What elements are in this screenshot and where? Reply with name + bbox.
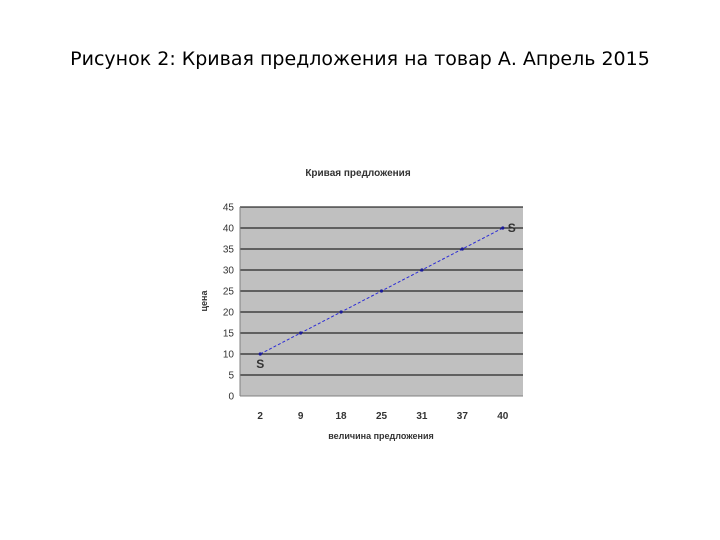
x-tick-label: 18 [335,411,347,422]
supply-curve-chart [180,150,550,450]
data-point [299,331,302,334]
x-tick-labels [257,411,508,422]
y-tick-label: 20 [222,307,234,319]
x-tick-label: 37 [456,411,468,422]
y-tick-label: 25 [222,286,234,298]
y-tick-label: 45 [222,202,234,214]
chart-container [180,150,550,450]
data-point [380,289,383,292]
chart-title: Кривая предложения [305,168,411,179]
y-tick-label: 40 [222,223,234,235]
y-tick-labels [223,203,235,403]
data-point [501,226,504,229]
data-point [339,310,342,313]
x-tick-label: 31 [416,411,428,422]
plot-area [240,207,523,396]
data-point [420,268,423,271]
y-tick-label: 15 [222,328,234,340]
data-point [461,247,464,250]
y-axis-label: цена [199,290,209,312]
slide-title: Рисунок 2: Кривая предложения на товар А. Апрель 2015 [70,48,650,70]
x-tick-label: 2 [257,411,263,422]
data-point [259,352,262,355]
y-tick-label: 10 [222,349,234,361]
y-tick-label: 35 [222,244,234,256]
y-tick-label: 0 [228,391,234,403]
y-tick-label: 5 [228,370,234,382]
x-axis-label: величина предложения [328,431,434,441]
y-tick-label: 30 [222,265,234,277]
curve-label: S [256,357,265,371]
curve-label: S [507,221,516,235]
x-tick-label: 9 [297,411,304,422]
x-tick-label: 25 [375,411,388,422]
x-tick-label: 40 [497,411,509,422]
